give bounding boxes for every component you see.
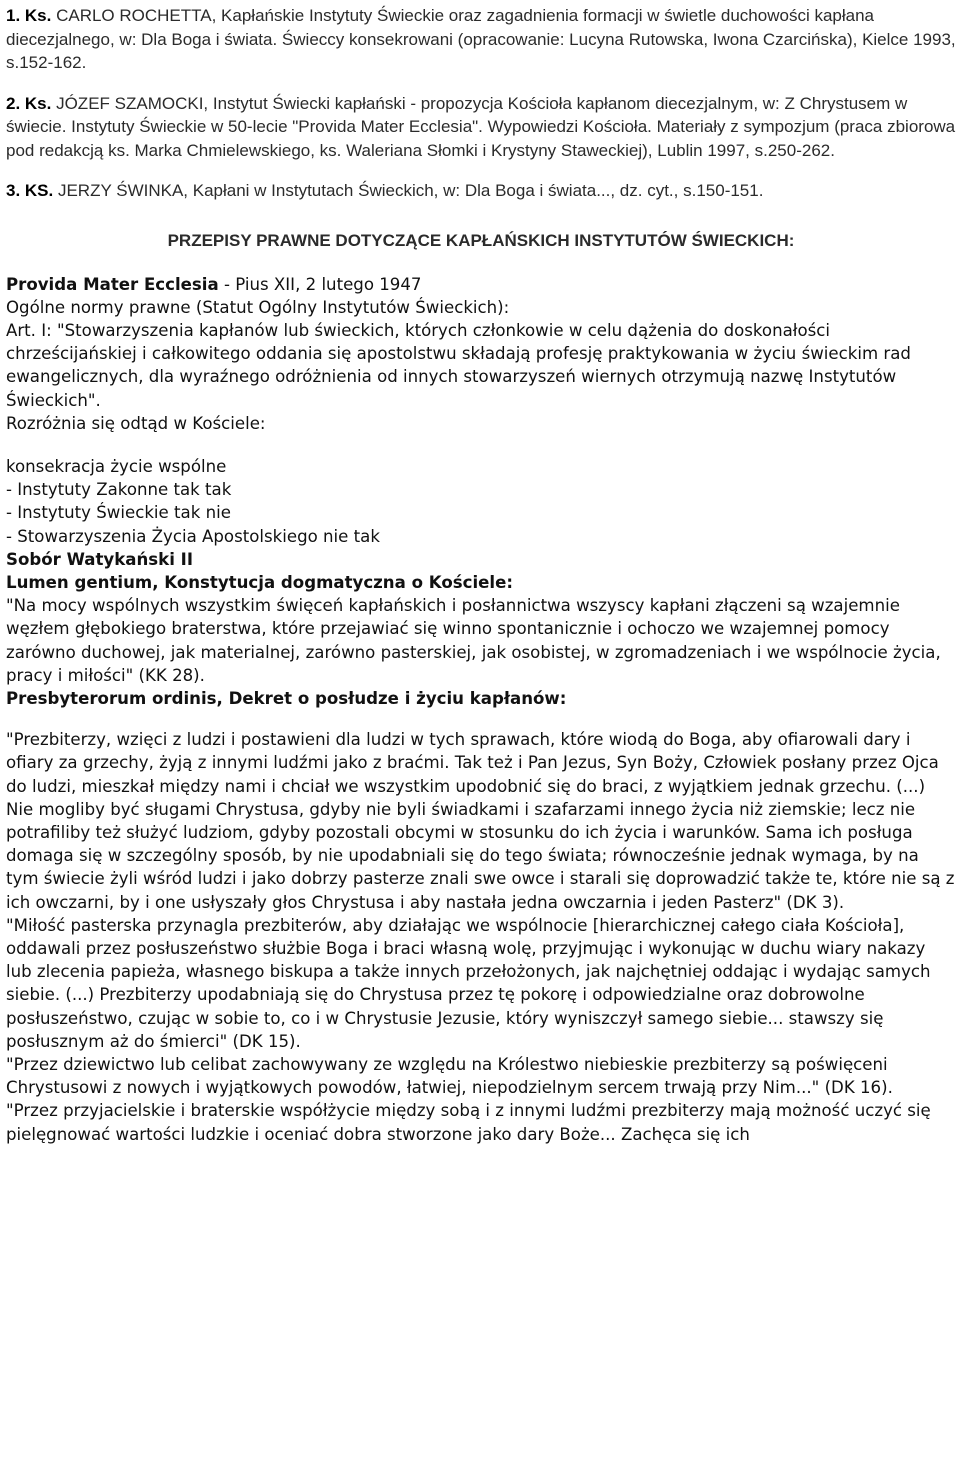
bibliography-item-3 [6, 179, 956, 203]
consecration-table-header: konsekracja życie wspólne [6, 456, 227, 476]
provida-title-line [6, 273, 956, 296]
lumen-gentium-heading: Lumen gentium, Konstytucja dogmatyczna o Kościele: [6, 572, 513, 592]
bibliography-number: 1. Ks. [6, 6, 52, 25]
bibliography-item-2 [6, 92, 956, 163]
consecration-table-row: - Instytuty Świeckie tak nie [6, 503, 231, 523]
bibliography-text: CARLO ROCHETTA, Kapłańskie Instytuty Świeckie oraz zagadnienia formacji w świetle duchowości kapłana diecezjalnego, w: Dla Boga i świata. Świeccy konsekrowani (opracowanie: Lucyna Rutowska, Iwona Czarcińska), Kielce 1993, s.152-162. [6, 6, 956, 72]
provida-title: Provida Mater Ecclesia [6, 274, 219, 294]
distinction-intro: Rozróżnia się odtąd w Kościele: [6, 413, 266, 433]
provida-date: - Pius XII, 2 lutego 1947 [218, 274, 422, 294]
bibliography-text: JERZY ŚWINKA, Kapłani w Instytutach Świeckich, w: Dla Boga i świata..., dz. cyt., s.150-151. [53, 181, 764, 200]
section-heading: PRZEPISY PRAWNE DOTYCZĄCE KAPŁAŃSKICH INSTYTUTÓW ŚWIECKICH: [167, 230, 795, 250]
bibliography-text: JÓZEF SZAMOCKI, Instytut Świecki kapłański - propozycja Kościoła kapłanom diecezjalnym, w: Z Chrystusem w świecie. Instytuty Świeckie w 50-lecie "Provida Mater Ecclesia". Wypowiedzi Kościoła. Materiały z sympozjum (praca zbiorowa pod redakcją ks. Marka Chmielewskiego, ks. Waleriana Słomki i Krystyny Staweckiej), Lublin 1997, s.250-262. [6, 93, 956, 160]
article-1: Art. I: "Stowarzyszenia kapłanów lub świeckich, których członkowie w celu dążenia do doskonałości chrześcijańskiej i całkowitego oddania się apostolstwu składają profesję praktykowania w życiu świeckim rad ewangelicznych, dla wyraźnego odróżnienia od innych stowarzyszeń wiernych otrzymują nazwę Instytutów Świeckich". [6, 320, 911, 410]
bibliography-number: 2. Ks. [6, 93, 52, 113]
bibliography-list [6, 4, 956, 203]
presbyterorum-quotes [6, 728, 956, 1053]
document-page [6, 0, 956, 1146]
quote-dk15: "Miłość pasterska przynagla prezbiterów, aby działając we wspólnocie [hierarchicznej całego ciała Kościoła], oddawali przez posłuszeństwo służbie Boga i braci własną wolę, przyjmując i wykonując w duchu wiary nakazy lub zlecenia papieża, własnego biskupa a także innych przełożonych, jak najchętniej oddając i wydając samych siebie. (...) Prezbiterzy upodabniają się do Chrystusa przez tę pokorę i odpowiedzialne oraz dobrowolne posłuszeństwo, czując w sobie to, co i w Chrystusie Jezusie, który wyniszczył samego siebie... stawszy się posłusznym aż do śmierci" (DK 15). [6, 915, 931, 1051]
vatican-council-heading: Sobór Watykański II [6, 549, 194, 569]
lumen-gentium-quote: "Na mocy wspólnych wszystkim święceń kapłańskich i posłannictwa wszyscy kapłani złączeni są wzajemnie węzłem głębokiego braterstwa, które przejawiać się winno spontanicznie i ochoczo we wzajemnej pomocy zarówno duchowej, jak materialnej, zarówno pasterskiej, jak osobistej, w zgromadzeniach i we wspólnocie życia, pracy i miłości" (KK 28). [6, 596, 941, 685]
quote-dk3: "Prezbiterzy, wzięci z ludzi i postawieni dla ludzi w tych sprawach, które wiodą do Boga, aby ofiarowali dary i ofiary za grzechy, żyją z innymi ludźmi jako z braćmi. Tak też i Pan Jezus, Syn Boży, Człowiek posłany przez Ojca do ludzi, mieszkał między nami i chciał we wszystkim upodobnić się do braci, z wyjątkiem jednak grzechu. (...) Nie mogliby być sługami Chrystusa, gdyby nie byli świadkami i szafarzami innego życia niż ziemskie; lecz nie potrafiliby też służyć ludziom, gdyby pozostali obcymi w stosunku do ich życia i warunków. Sama ich posługa domaga się w szczególny sposób, by nie upodabniali się do tego świata; równocześnie jednak wymaga, by na tym świecie żyli wśród ludzi i jako dobrzy pasterze znali swe owce i starali się doprowadzić także te, które nie są z ich owczarni, by i one usłyszały głos Chrystusa i aby nastała jedna owczarnia i jeden Pasterz" (DK 3). [6, 730, 955, 912]
provida-section [6, 273, 956, 435]
presbyterorum-heading: Presbyterorum ordinis, Dekret o posłudze i życiu kapłanów: [6, 688, 567, 708]
bibliography-number: 3. KS. [6, 181, 54, 200]
consecration-table [6, 455, 956, 548]
bibliography-item-1 [6, 4, 956, 75]
quote-fraternal: "Przez przyjacielskie i braterskie współżycie między sobą i z innymi ludźmi prezbiterzy mają możność uczyć się pielęgnować wartości ludzkie i oceniać dobra stworzone jako dary Boże... Zachęca się ich [6, 1101, 931, 1144]
document-body [6, 273, 956, 1146]
general-norms: Ogólne normy prawne (Statut Ogólny Instytutów Świeckich): [6, 297, 510, 317]
consecration-table-row: - Instytuty Zakonne tak tak [6, 480, 232, 500]
consecration-table-row: - Stowarzyszenia Życia Apostolskiego nie tak [6, 526, 380, 546]
quote-dk16: "Przez dziewictwo lub celibat zachowywany ze względu na Królestwo niebieskie prezbiterzy są poświęceni Chrystusowi z nowych i wyjątkowych powodów, łatwiej, niepodzielnym sercem trwają przy Nim..." (DK 16). [6, 1055, 893, 1098]
